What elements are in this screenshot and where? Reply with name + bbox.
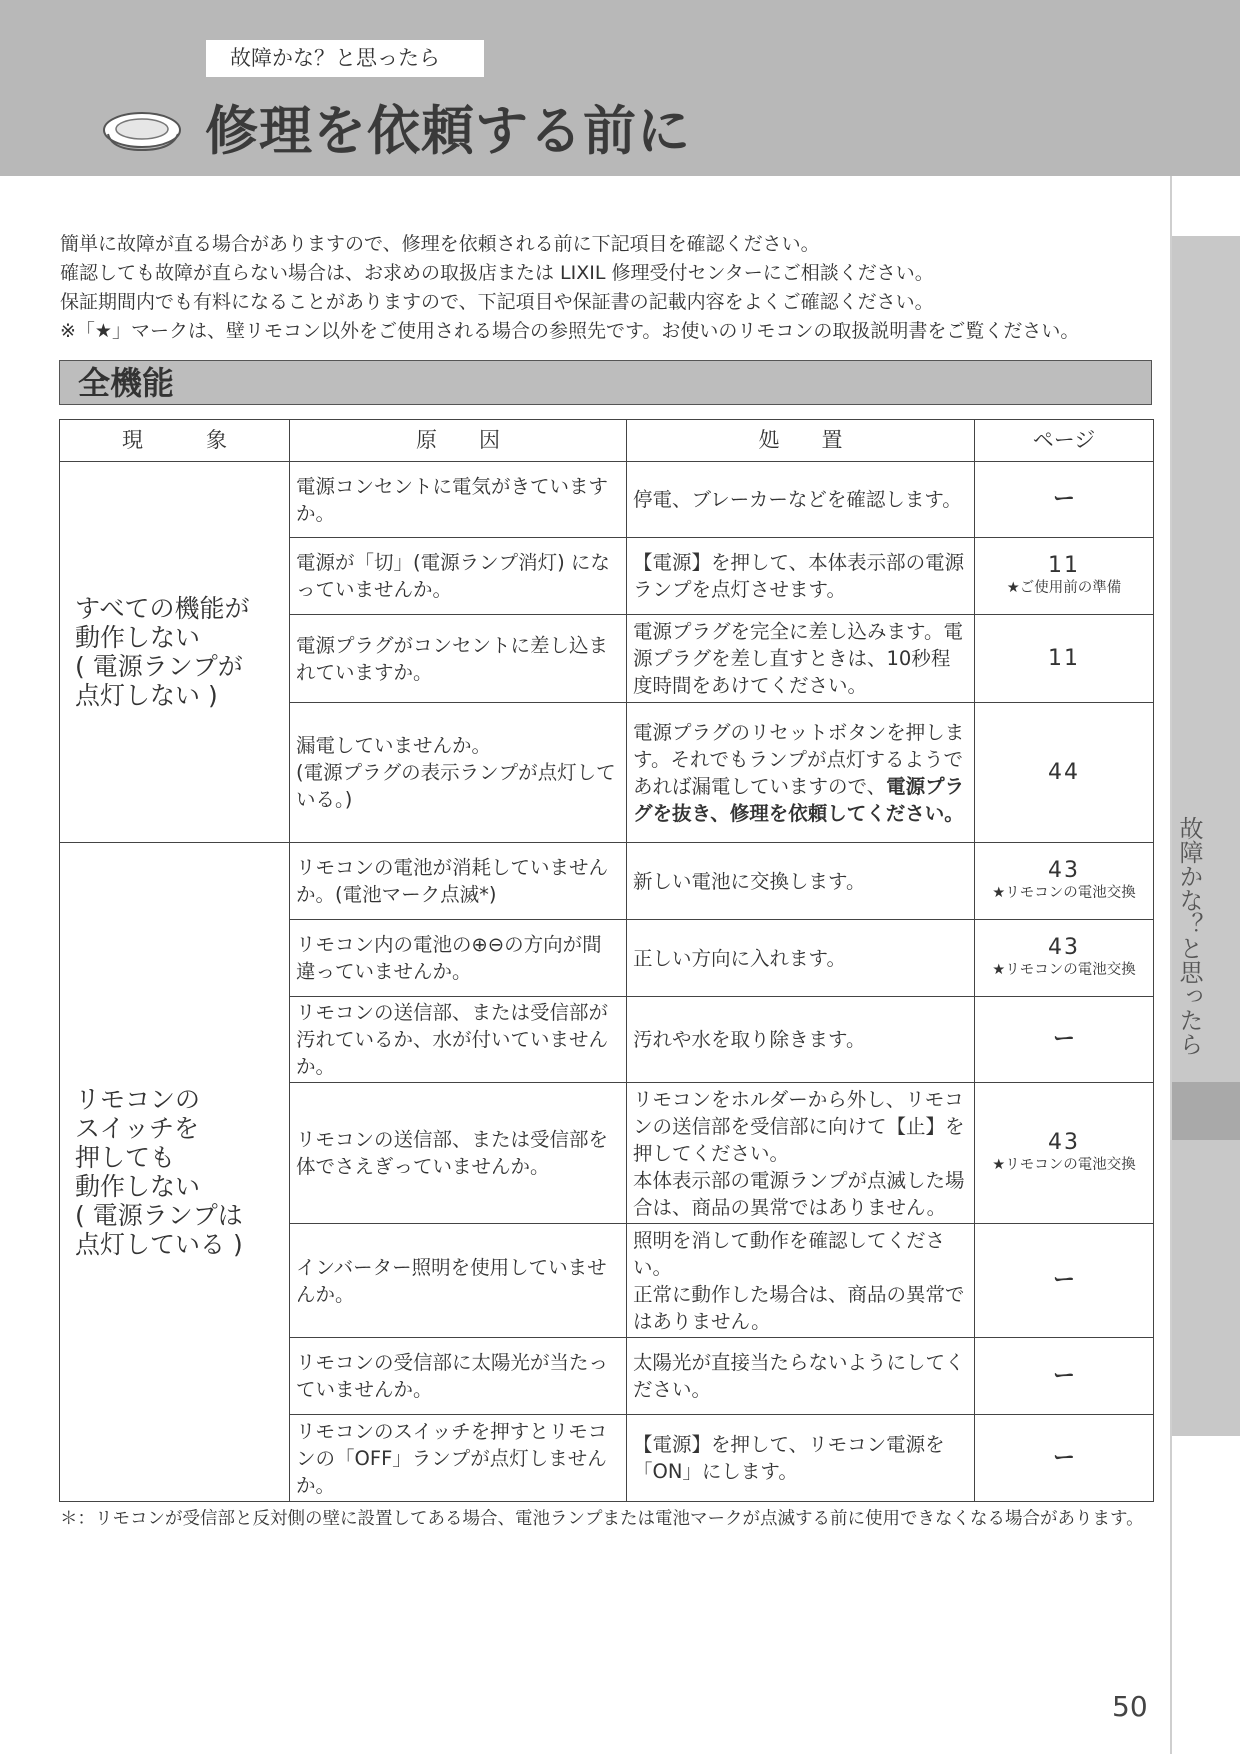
action-cell: 汚れや水を取り除きます。 bbox=[627, 997, 975, 1083]
page-value: 44 bbox=[1048, 760, 1080, 785]
cause-cell: リモコンの受信部に太陽光が当たっていませんか。 bbox=[290, 1338, 627, 1415]
page-value: 43 bbox=[1048, 858, 1080, 883]
side-tab-marker bbox=[1172, 1082, 1240, 1140]
table-row bbox=[60, 462, 1154, 538]
page-reference: ★リモコンの電池交換 bbox=[992, 962, 1136, 978]
cause-cell: 電源コンセントに電気がきていますか。 bbox=[290, 462, 627, 538]
cause-cell: 漏電していませんか。 (電源プラグの表示ランプが点灯している。) bbox=[290, 703, 627, 843]
intro-text bbox=[60, 230, 1170, 346]
action-cell: 太陽光が直接当たらないようにしてください。 bbox=[627, 1338, 975, 1415]
section-heading: 全機能 bbox=[78, 364, 175, 402]
header-action: 処 置 bbox=[627, 420, 975, 462]
page-cell bbox=[975, 462, 1154, 538]
page-value: ー bbox=[1052, 487, 1075, 512]
cause-cell: リモコンの送信部、または受信部を体でさえぎっていませんか。 bbox=[290, 1083, 627, 1224]
cause-cell: 電源プラグがコンセントに差し込まれていますか。 bbox=[290, 615, 627, 703]
cause-cell: リモコン内の電池の⊕⊖の方向が間違っていませんか。 bbox=[290, 920, 627, 997]
cause-cell: 電源が「切」(電源ランプ消灯) になっていませんか。 bbox=[290, 538, 627, 615]
page-cell bbox=[975, 538, 1154, 615]
page-title: 修理を依頼する前に bbox=[205, 101, 691, 162]
page-value: 11 bbox=[1048, 646, 1080, 671]
intro-line: 保証期間内でも有料になることがありますので、下記項目や保証書の記載内容をよくご確認ください。 bbox=[60, 291, 934, 313]
action-cell: 停電、ブレーカーなどを確認します。 bbox=[627, 462, 975, 538]
page-value: ー bbox=[1052, 1268, 1075, 1293]
phenomenon-cell bbox=[60, 843, 290, 1502]
page-reference: ★リモコンの電池交換 bbox=[992, 885, 1136, 901]
action-cell: 新しい電池に交換します。 bbox=[627, 843, 975, 920]
page-cell bbox=[975, 1338, 1154, 1415]
page-value: 11 bbox=[1048, 553, 1080, 578]
page-cell bbox=[975, 1224, 1154, 1338]
page-cell bbox=[975, 1415, 1154, 1502]
page-reference: ★ご使用前の準備 bbox=[1006, 580, 1122, 596]
action-cell: 正しい方向に入れます。 bbox=[627, 920, 975, 997]
section-label: 故障かな？と思ったら bbox=[206, 40, 484, 77]
cause-cell: リモコンのスイッチを押すとリモコンの「OFF」ランプが点灯しませんか。 bbox=[290, 1415, 627, 1502]
cause-cell: インバーター照明を使用していませんか。 bbox=[290, 1224, 627, 1338]
cause-cell: リモコンの電池が消耗していませんか。(電池マーク点滅*) bbox=[290, 843, 627, 920]
header-phenomenon: 現 象 bbox=[60, 420, 290, 462]
header-page: ページ bbox=[975, 420, 1154, 462]
action-cell: リモコンをホルダーから外し、リモコンの送信部を受信部に向けて【止】を押してください。 本体表示部の電源ランプが点滅した場合は、商品の異常ではありません。 bbox=[627, 1083, 975, 1224]
toilet-seat-icon bbox=[102, 104, 186, 156]
page-value: ー bbox=[1052, 1363, 1075, 1389]
header-cause: 原 因 bbox=[290, 420, 627, 462]
page-cell bbox=[975, 997, 1154, 1083]
page-value: ー bbox=[1052, 1027, 1075, 1052]
phenomenon-cell bbox=[60, 462, 290, 843]
table-header-row bbox=[60, 420, 1154, 462]
action-cell: 【電源】を押して、本体表示部の電源ランプを点灯させます。 bbox=[627, 538, 975, 615]
intro-line: ※「★」マークは、壁リモコン以外をご使用される場合の参照先です。お使いのリモコンの取扱説明書をご覧ください。 bbox=[60, 320, 1080, 342]
section-heading-bar bbox=[59, 360, 1152, 405]
page-reference: ★リモコンの電池交換 bbox=[992, 1157, 1136, 1173]
page-value: 43 bbox=[1048, 1130, 1080, 1155]
action-cell bbox=[627, 703, 975, 843]
page-cell bbox=[975, 615, 1154, 703]
footnote bbox=[60, 1506, 1155, 1533]
footnote-mark: ＊： bbox=[60, 1509, 95, 1529]
intro-line: 確認しても故障が直らない場合は、お求めの取扱店または LIXIL 修理受付センターにご相談ください。 bbox=[60, 262, 934, 284]
troubleshooting-table bbox=[59, 419, 1154, 1502]
action-text: 電源プラグのリセットボタンを押します。それでもランプが点灯するようであれば漏電していますので、 bbox=[633, 720, 965, 798]
page-value: ー bbox=[1052, 1445, 1075, 1471]
page-number: 50 bbox=[1112, 1690, 1148, 1723]
intro-line: 簡単に故障が直る場合がありますので、修理を依頼される前に下記項目を確認ください。 bbox=[60, 233, 820, 255]
action-cell: 電源プラグを完全に差し込みます。電源プラグを差し直すときは、10秒程度時間をあけてください。 bbox=[627, 615, 975, 703]
phenomenon-text: すべての機能が 動作しない ( 電源ランプが 点灯しない ) bbox=[75, 594, 250, 710]
action-warning: 電源プラグを抜き、修理を依頼してください。 bbox=[633, 774, 965, 825]
side-tab-label: 故障かな？と思ったら bbox=[1175, 816, 1203, 1056]
footnote-text: リモコンが受信部と反対側の壁に設置してある場合、電池ランプまたは電池マークが点滅する前に使用できなくなる場合があります。 bbox=[95, 1509, 1144, 1529]
page-cell bbox=[975, 843, 1154, 920]
phenomenon-text: リモコンの スイッチを 押しても 動作しない ( 電源ランプは 点灯している ) bbox=[75, 1085, 243, 1259]
action-cell: 【電源】を押して、リモコン電源を「ON」にします。 bbox=[627, 1415, 975, 1502]
cause-cell: リモコンの送信部、または受信部が汚れているか、水が付いていませんか。 bbox=[290, 997, 627, 1083]
page-cell bbox=[975, 1083, 1154, 1224]
table-row bbox=[60, 843, 1154, 920]
action-cell: 照明を消して動作を確認してください。 正常に動作した場合は、商品の異常ではありません。 bbox=[627, 1224, 975, 1338]
page-value: 43 bbox=[1048, 935, 1080, 960]
page-cell bbox=[975, 920, 1154, 997]
page-cell bbox=[975, 703, 1154, 843]
